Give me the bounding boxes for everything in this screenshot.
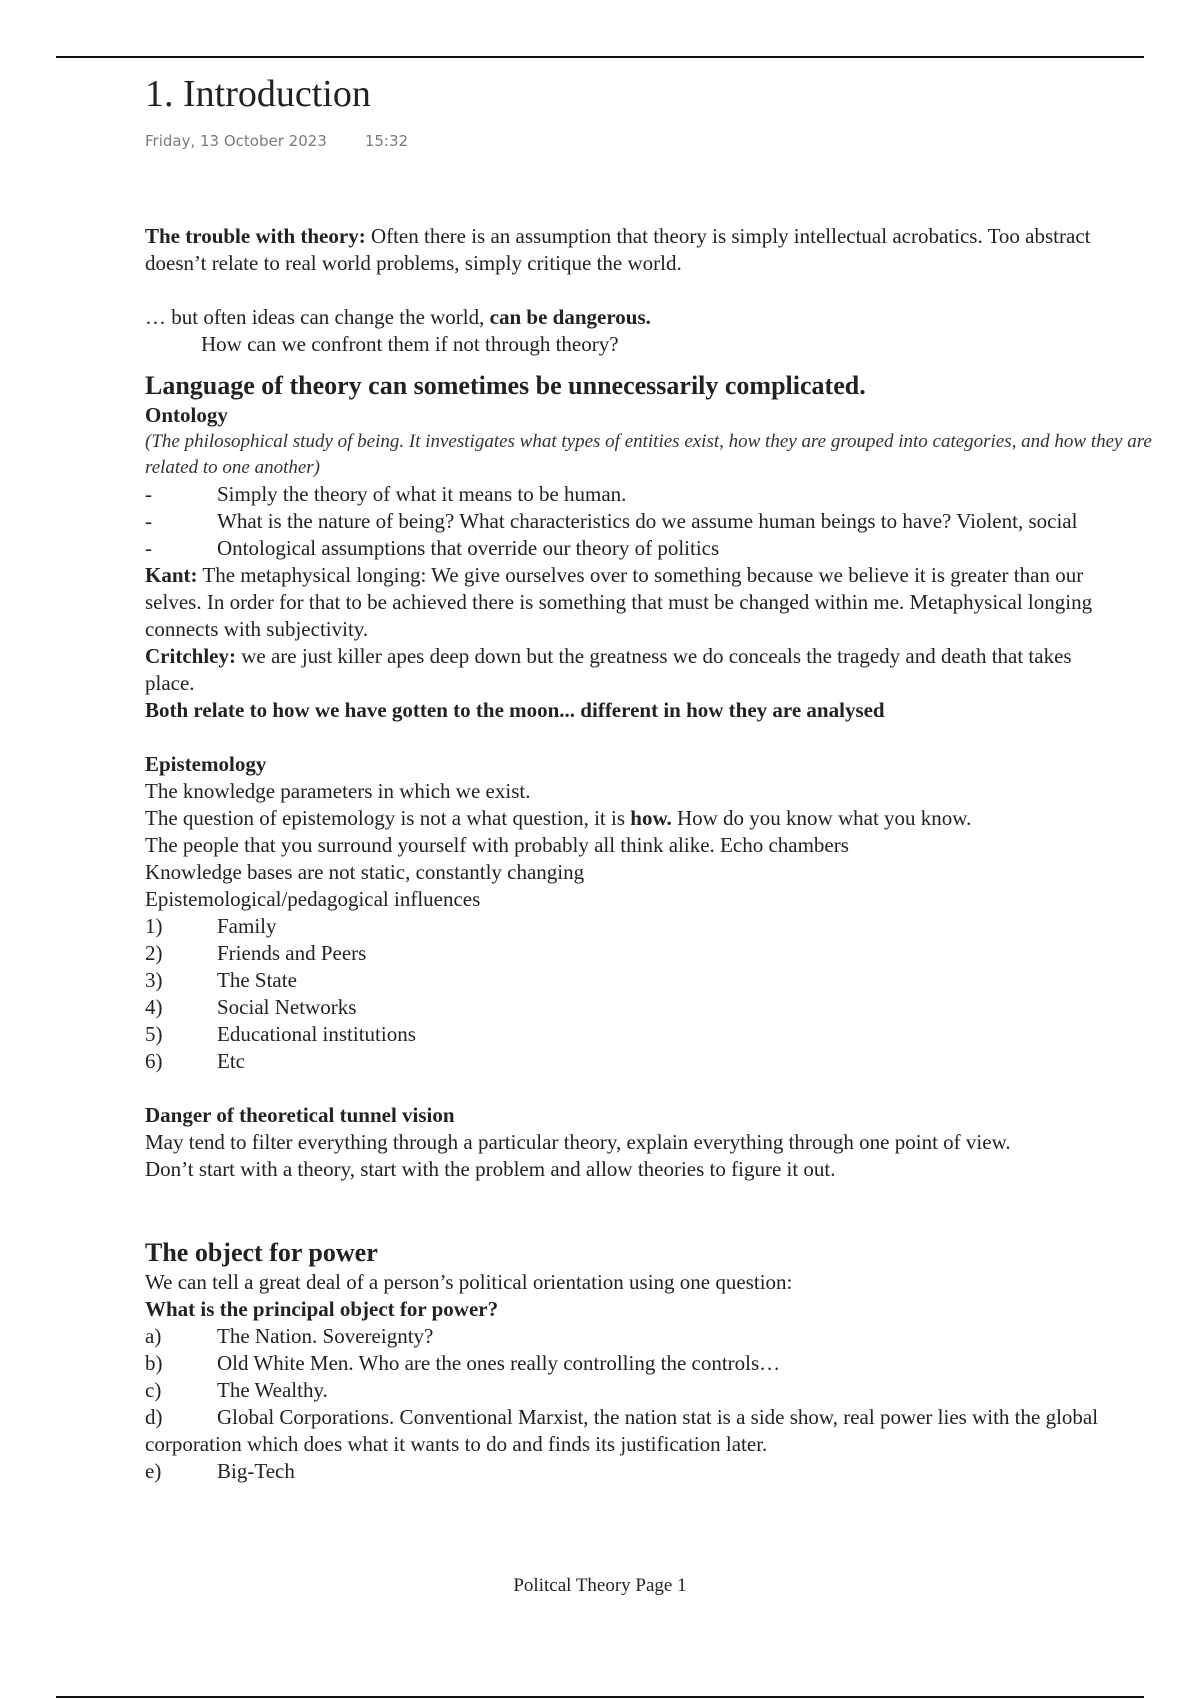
list-item: - Simply the theory of what it means to be human. (145, 482, 627, 506)
timestamp (145, 128, 1200, 155)
critchley-paragraph: Critchley: we are just killer apes deep down but the greatness we do conceals the tragedy and death that takes (145, 644, 1072, 668)
list-item: 6) Etc (145, 1049, 245, 1073)
trouble-paragraph: The trouble with theory: Often there is an assumption that theory is simply intellectual acrobatics. Too abstract (145, 224, 1091, 248)
list-item-continuation: corporation which does what it wants to do and finds its justification later. (145, 1432, 768, 1456)
bottom-rule (56, 1696, 1144, 1698)
power-question: What is the principal object for power? (145, 1297, 499, 1321)
list-item: e) Big-Tech (145, 1459, 295, 1483)
ontology-definition-cont: related to one another) (145, 457, 321, 478)
epistemology-how-line: The question of epistemology is not a what question, it is how. How do you know what you know. (145, 806, 972, 830)
list-item: 2) Friends and Peers (145, 941, 367, 965)
confront-line: How can we confront them if not through theory? (201, 332, 619, 356)
ideas-line: … but often ideas can change the world, can be dangerous. (145, 305, 651, 329)
trouble-lead: The trouble with theory: (145, 224, 366, 248)
language-heading: Language of theory can sometimes be unnecessarily complicated. (145, 371, 866, 400)
list-item: - What is the nature of being? What characteristics do we assume human beings to have? Violent, social (145, 509, 1078, 533)
top-rule (56, 56, 1144, 58)
danger-heading: Danger of theoretical tunnel vision (145, 1103, 455, 1127)
epistemology-heading: Epistemology (145, 752, 267, 776)
date-text: Friday, 13 October 2023 (145, 132, 327, 150)
list-item: 5) Educational institutions (145, 1022, 416, 1046)
ontology-heading: Ontology (145, 403, 228, 427)
list-item: d) Global Corporations. Conventional Marxist, the nation stat is a side show, real power lies with the global (145, 1405, 1099, 1429)
ontology-definition: (The philosophical study of being. It investigates what types of entities exist, how they are grouped into categories, and how they are (145, 431, 1152, 452)
list-item: 1) Family (145, 914, 277, 938)
kant-paragraph: Kant: The metaphysical longing: We give ourselves over to something because we believe it is greater than our (145, 563, 1084, 587)
page-title: 1. Introduction (145, 73, 371, 115)
note-page: 1. Introduction Friday, 13 October 2023 15:32 The trouble with theory: Often there is an assumption that theory is simply intellectual acrobatics. Too abstract doesn’t relate to real world problems, simply critique the world. … but often ideas can change the world, can be dangerous. How can we confront them if not through theory? Language of theory can sometimes be unnecessarily complicated. Ontology (The philosophical study of being. It investigates what types of entities exist, how they are grouped into categories, and how they are related to one another) - Simply the theory of what it means to be human. - What is the nature of being? What characteristics do we assume human beings to have? Violent, social - Ontological assumptions that override our theory of politics Kant: The metaphysical longing: We give ourselves over to something because we believe it is greater than our selves. In order for that to be achieved there is something that must be changed within me. Metaphysical longing connects with subjectivity. Critchley: we are just killer apes deep down but the greatness we do conceals the tragedy and death that takes place. Both relate to how we have gotten to the moon... different in how they are analysed Epistemology The knowledge parameters in which we exist. The question of epistemology is not a what question, it is how. How do you know what you know. The people that you surround yourself with probably all think alike. Echo chambers Knowledge bases are not static, constantly changing Epistemological/pedagogical influences 1) Family 2) Friends and Peers 3) The State 4) Social Networks 5) Educational institutions 6) Etc Danger of theoretical tunnel vision May tend to filter everything through a particular theory, explain everything through one point of view. Don’t start with a theory, start with the problem and allow theories to figure it out. The object for power We can tell a great deal of a person’s political orientation using one question: What is the principal object for power? a) The Nation. Sovereignty? b) Old White Men. Who are the ones really controlling the controls… c) The Wealthy. d) Global Corporations. Conventional Marxist, the nation stat is a side show, real power lies with the global corporation which does what it wants to do and finds its justification later. e) Big-Tech (145, 70, 1200, 1485)
power-heading: The object for power (145, 1238, 378, 1267)
list-item: a) The Nation. Sovereignty? (145, 1324, 434, 1348)
list-item: 3) The State (145, 968, 297, 992)
list-item: b) Old White Men. Who are the ones really controlling the controls… (145, 1351, 781, 1375)
list-item: - Ontological assumptions that override our theory of politics (145, 536, 720, 560)
both-relate-line: Both relate to how we have gotten to the moon... different in how they are analysed (145, 698, 885, 722)
list-item: c) The Wealthy. (145, 1378, 328, 1402)
trouble-paragraph-cont: doesn’t relate to real world problems, simply critique the world. (145, 251, 682, 275)
page-footer: Politcal Theory Page 1 (513, 1575, 687, 1596)
time-text: 15:32 (364, 132, 409, 150)
list-item: 4) Social Networks (145, 995, 357, 1019)
